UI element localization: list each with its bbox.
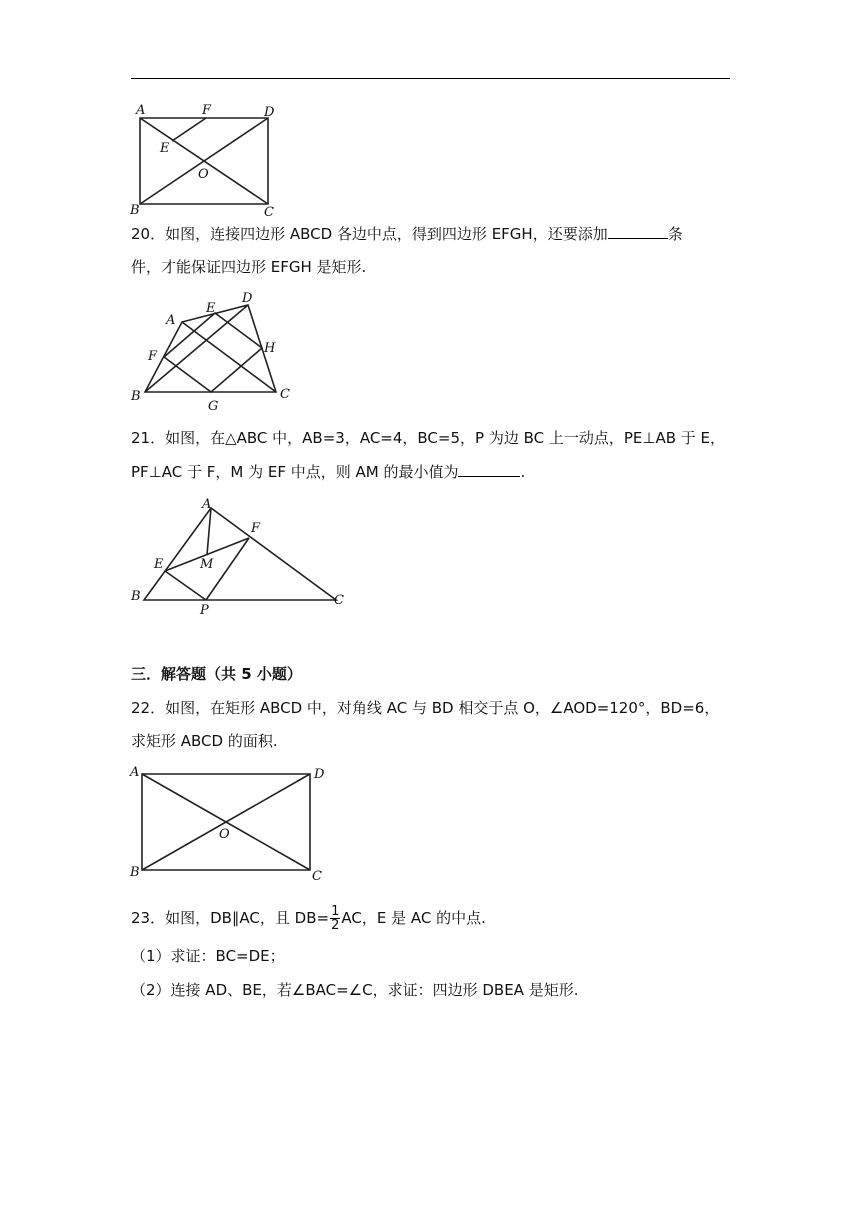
- label-e: E: [154, 557, 164, 572]
- quadrilateral-abcd: [145, 305, 276, 392]
- label-g: G: [208, 399, 219, 414]
- label-b: B: [130, 203, 140, 218]
- q23-part-1: （1）求证：BC=DE；: [131, 947, 285, 965]
- label-d: D: [264, 105, 275, 120]
- q23-line-1: 23．如图，DB∥AC，且 DB= $\frac{1}{2}$ AC，E 是 AC 的中点.: [131, 904, 486, 933]
- q22-line-2: 求矩形 ABCD 的面积.: [131, 732, 278, 750]
- q22-line-1: 22．如图，在矩形 ABCD 中，对角线 AC 与 BD 相交于点 O，∠AOD=120°，BD=6，: [131, 699, 720, 717]
- quadrilateral-efgh: [164, 313, 262, 392]
- label-c: C: [280, 387, 290, 402]
- label-d: D: [242, 291, 253, 306]
- triangle-abc: [144, 508, 336, 600]
- q20-text-a: 20．如图，连接四边形 ABCD 各边中点，得到四边形 EFGH，还要添加: [131, 225, 608, 243]
- label-c: C: [334, 593, 344, 608]
- label-c: C: [264, 205, 274, 220]
- figure-quadrilateral-efgh-q20: [128, 288, 298, 414]
- label-a: A: [130, 765, 140, 780]
- fraction-one-half: $\frac{1}{2}$: [331, 904, 340, 933]
- q20-line-2: 件，才能保证四边形 EFGH 是矩形.: [131, 258, 367, 276]
- label-a: A: [202, 497, 212, 512]
- label-m: M: [200, 557, 214, 572]
- figure-rectangle-abcd-q22: [128, 762, 338, 886]
- label-b: B: [131, 389, 141, 404]
- q20-line-1: [131, 224, 683, 244]
- q20-answer-blank: [608, 224, 668, 239]
- label-f: F: [202, 103, 212, 118]
- label-b: B: [131, 589, 141, 604]
- header-rule: [131, 78, 730, 79]
- q21-line-1: 21．如图，在△ABC 中，AB=3，AC=4，BC=5，P 为边 BC 上一动点，PE⊥AB 于 E，: [131, 429, 726, 447]
- label-e: E: [160, 141, 170, 156]
- q21-answer-blank: [458, 462, 520, 477]
- segment-fe: [172, 118, 206, 141]
- label-f: F: [251, 521, 261, 536]
- q21-line-2: PF⊥AC 于 F，M 为 EF 中点，则 AM 的最小值为 .: [131, 463, 526, 481]
- label-p: P: [200, 603, 209, 618]
- label-f: F: [148, 349, 158, 364]
- label-o: O: [198, 167, 209, 182]
- label-c: C: [312, 869, 322, 884]
- figure-triangle-abc-q21: [128, 494, 354, 616]
- label-o: O: [219, 827, 230, 842]
- section-heading: 三．解答题（共 5 小题）: [131, 665, 302, 683]
- label-h: H: [264, 341, 276, 356]
- label-e: E: [206, 301, 216, 316]
- label-d: D: [314, 767, 325, 782]
- q20-text-b: 条: [667, 225, 683, 243]
- figure-rectangle-abcd-q19: [128, 100, 288, 222]
- q23-part-2: （2）连接 AD、BE，若∠BAC=∠C，求证：四边形 DBEA 是矩形.: [131, 981, 579, 999]
- segment-am: [207, 508, 211, 555]
- segment-pe: [165, 571, 206, 600]
- label-b: B: [130, 865, 140, 880]
- label-a: A: [136, 103, 146, 118]
- label-a: A: [166, 313, 176, 328]
